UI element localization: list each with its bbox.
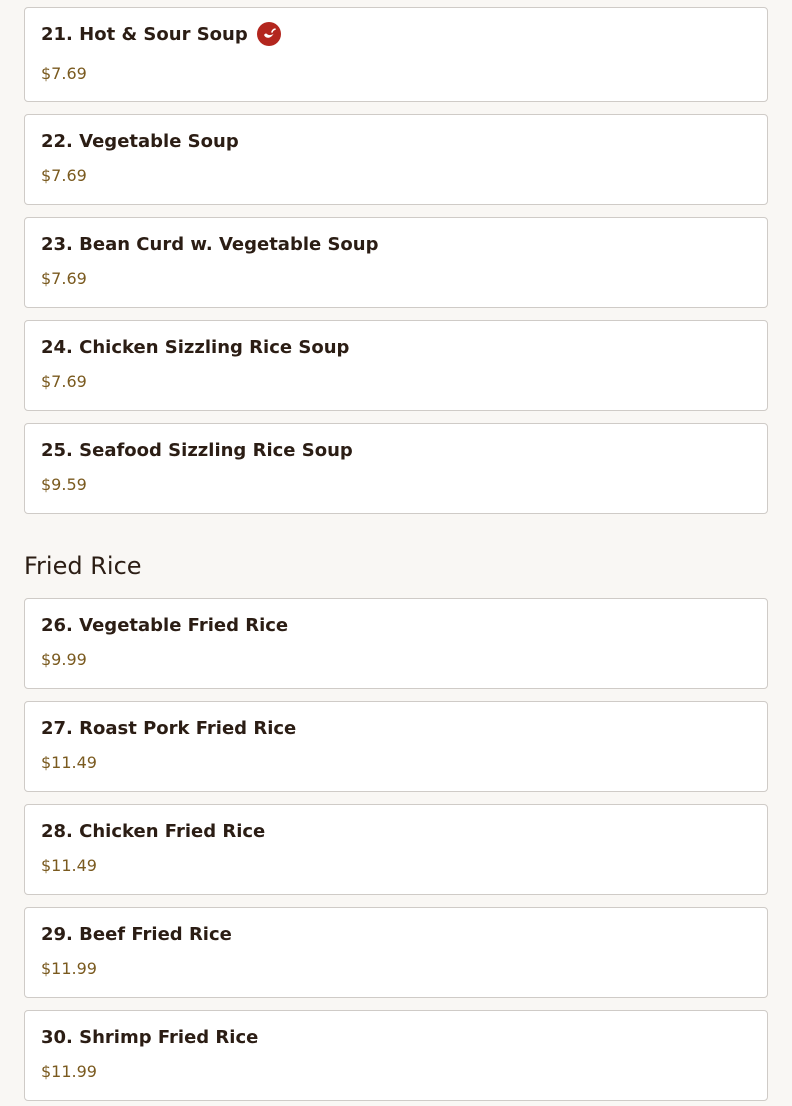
menu-item-card[interactable] (24, 907, 768, 998)
menu-item-card[interactable] (24, 598, 768, 689)
menu-item-price: $7.69 (41, 372, 87, 391)
menu-item-title-row (41, 22, 281, 46)
menu-item-card[interactable] (24, 114, 768, 205)
menu-item-title: 28. Chicken Fried Rice (41, 821, 266, 842)
menu-item-price: $7.69 (41, 64, 87, 83)
menu-item-title: 21. Hot & Sour Soup (41, 23, 248, 45)
menu-item-title: 25. Seafood Sizzling Rice Soup (41, 440, 353, 461)
menu-item-price: $11.99 (41, 1062, 97, 1081)
menu-item-card[interactable] (24, 320, 768, 411)
menu-item-card[interactable] (24, 7, 768, 102)
menu-item-price: $9.59 (41, 475, 87, 494)
menu-item-title: 26. Vegetable Fried Rice (41, 615, 289, 636)
chili-pepper-icon (257, 22, 281, 46)
menu-item-price: $11.99 (41, 959, 97, 978)
menu-item-card[interactable] (24, 217, 768, 308)
menu-item-title: 30. Shrimp Fried Rice (41, 1027, 259, 1048)
menu-item-price: $7.69 (41, 269, 87, 288)
fried-rice-item-list (24, 598, 768, 1106)
menu-item-title: 23. Bean Curd w. Vegetable Soup (41, 234, 379, 255)
menu-item-title: 24. Chicken Sizzling Rice Soup (41, 337, 350, 358)
menu-item-price: $9.99 (41, 650, 87, 669)
menu-item-title: 27. Roast Pork Fried Rice (41, 718, 297, 739)
menu-item-card[interactable] (24, 1010, 768, 1101)
menu-item-card[interactable] (24, 701, 768, 792)
menu-item-card[interactable] (24, 423, 768, 514)
menu-item-price: $7.69 (41, 166, 87, 185)
soup-item-list (24, 7, 768, 526)
menu-item-price: $11.49 (41, 856, 97, 875)
section-heading-fried-rice: Fried Rice (24, 552, 142, 580)
menu-item-title: 22. Vegetable Soup (41, 131, 239, 152)
menu-item-price: $11.49 (41, 753, 97, 772)
menu-item-card[interactable] (24, 804, 768, 895)
menu-item-title: 29. Beef Fried Rice (41, 924, 232, 945)
